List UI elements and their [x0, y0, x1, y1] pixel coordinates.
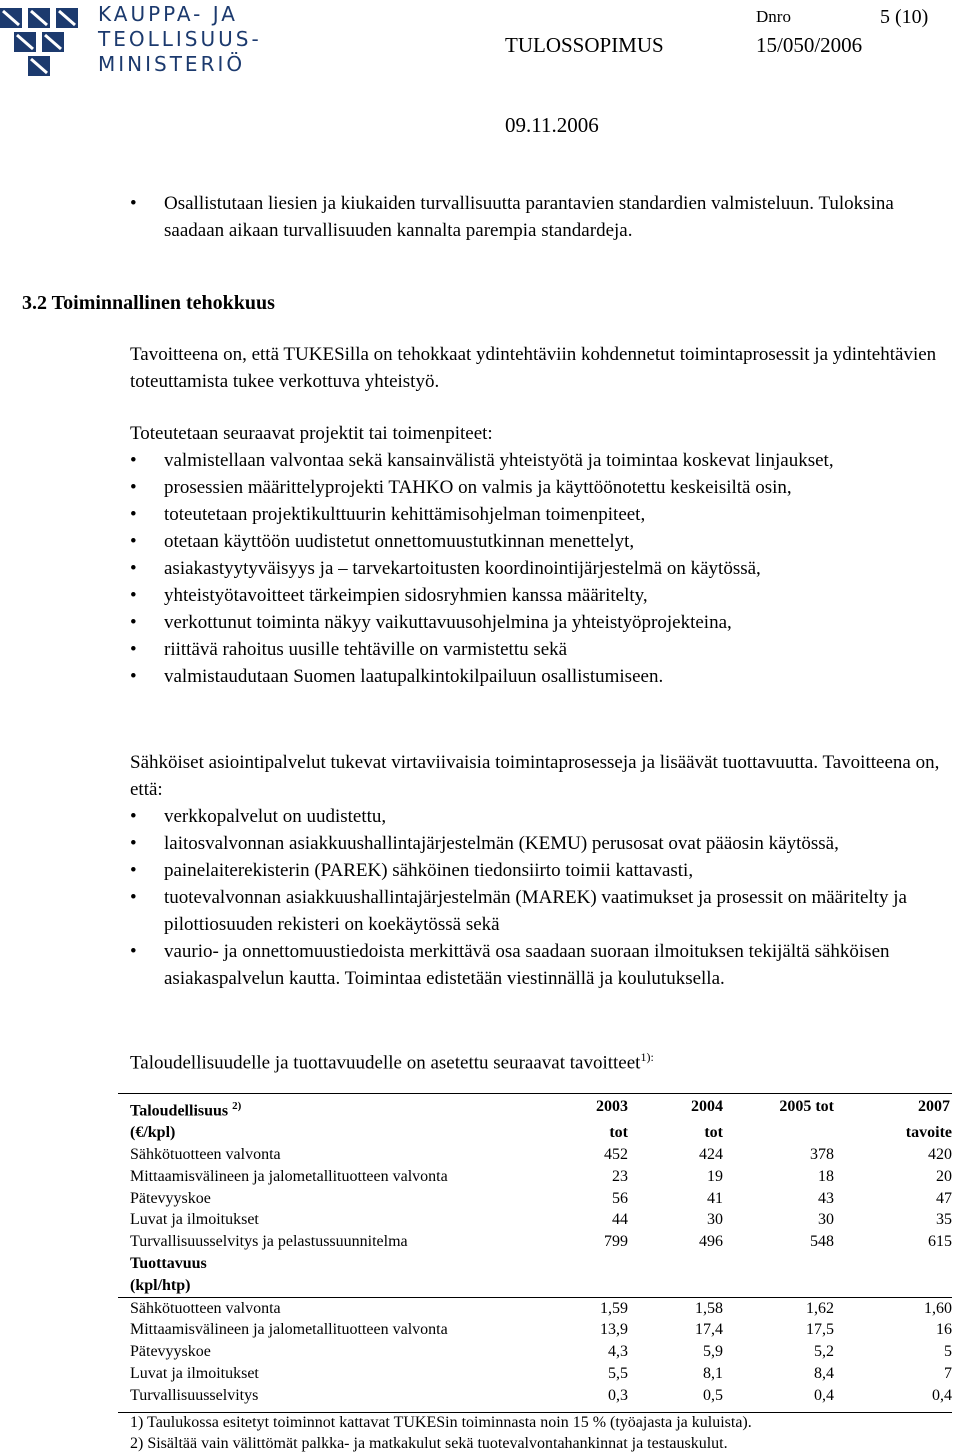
table-row: [118, 1363, 952, 1385]
table-section-header: [118, 1275, 952, 1297]
list-item: [130, 447, 950, 474]
table-cell: [118, 1094, 530, 1123]
table-row: [118, 1341, 952, 1363]
table-cell: 7: [944, 1364, 952, 1382]
column-subheader: [723, 1122, 834, 1144]
table-cell: Sähkötuotteen valvonta: [130, 1145, 281, 1163]
table-cell: 0,4: [723, 1385, 834, 1413]
table-cell: (kpl/htp): [118, 1275, 530, 1297]
table-cell: 56: [612, 1189, 628, 1207]
column-subheader: tot: [609, 1124, 628, 1142]
table-cell: 5,5: [608, 1364, 628, 1382]
list-item-text: yhteistyötavoitteet tärkeimpien sidosryhmien kanssa määritelty,: [164, 585, 648, 606]
list-item-text: otetaan käyttöön uudistetut onnettomuustutkinnan menettelyt,: [164, 531, 635, 552]
table-cell: 4,3: [608, 1343, 628, 1361]
table-cell: 424: [699, 1145, 723, 1163]
table-cell: 18: [818, 1167, 834, 1185]
table-cell: 0,4: [834, 1385, 952, 1413]
table-row: [118, 1144, 952, 1166]
table-cell: 30: [707, 1211, 723, 1229]
table-cell: 8,4: [814, 1364, 834, 1382]
table-cell: 23: [612, 1167, 628, 1185]
list-item-text: Osallistutaan liesien ja kiukaiden turvallisuutta parantavien standardien valmisteluun. Tuloksina saadaan aikaan turvallisuuden kannalta parempia standardeja.: [164, 193, 894, 241]
table-cell: Luvat ja ilmoitukset: [130, 1211, 259, 1229]
table-section-header: [118, 1253, 952, 1275]
table-cell: 17,5: [806, 1321, 834, 1339]
list-item-text: laitosvalvonnan asiakkuushallintajärjestelmän (KEMU) perusosat ovat pääosin käytössä,: [164, 833, 839, 854]
eservices-list: [130, 803, 952, 992]
document-number: 15/050/2006: [756, 33, 863, 57]
table-cell: Luvat ja ilmoitukset: [130, 1364, 259, 1382]
list-item-text: asiakastyytyväisyys ja – tarvekartoitusten koordinointijärjestelmä on käytössä,: [164, 558, 761, 579]
table-cell: 5: [944, 1343, 952, 1361]
table-cell: 615: [928, 1233, 952, 1251]
table-cell: Mittaamisvälineen ja jalometallituotteen valvonta: [130, 1167, 448, 1185]
footnote-2: 2) Sisältää vain välittömät palkka- ja matkakulut sekä tuotevalvontahankinnat ja testauskulut.: [130, 1435, 728, 1452]
footnote-ref: 1):: [640, 1050, 654, 1064]
table-cell: [723, 1253, 834, 1275]
table-cell: 378: [810, 1145, 834, 1163]
table-cell: 0,3: [530, 1385, 628, 1413]
dnro-label: Dnro: [756, 7, 791, 26]
list-item: [130, 609, 950, 636]
eservices-block: [130, 749, 952, 992]
table-cell: 0,5: [628, 1385, 723, 1413]
section-paragraph: Tavoitteena on, että TUKESilla on tehokkaat ydintehtäviin kohdennetut toimintaprosessit ja ydintehtävien toteuttamista tukee verkottuva yhteistyö.: [130, 344, 937, 392]
list-item-text: painelaiterekisterin (PAREK) sähköinen tiedonsiirto toimii kattavasti,: [164, 860, 694, 881]
document-date: 09.11.2006: [505, 113, 599, 137]
table-cell: 420: [928, 1145, 952, 1163]
targets-intro-text: Taloudellisuudelle ja tuottavuudelle on asetettu seuraavat tavoitteet: [130, 1052, 641, 1074]
page-number: 5 (10): [880, 6, 929, 28]
list-item: [130, 528, 950, 555]
table-cell: 47: [936, 1189, 952, 1207]
table-cell: 43: [818, 1189, 834, 1207]
table-row: [118, 1319, 952, 1341]
footnote-1: 1) Taulukossa esitetyt toiminnot kattavat TUKESin toiminnasta noin 15 % (työajasta ja kuluista).: [130, 1414, 752, 1431]
table-cell: 8,1: [703, 1364, 723, 1382]
list-item: [130, 474, 950, 501]
list-item-text: vaurio- ja onnettomuustiedoista merkittävä osa saadaan suoraan ilmoituksen tekijältä sähköisen asiakaspalvelun kautta. Toimintaa edistetään viestinnällä ja koulutuksella.: [164, 941, 890, 989]
table-row: [118, 1297, 952, 1319]
table-cell: Pätevyyskoe: [130, 1189, 211, 1207]
ministry-logo: [0, 0, 270, 82]
table-cell: Pätevyyskoe: [130, 1343, 211, 1361]
table-cell: 16: [936, 1321, 952, 1339]
table-cell: [628, 1253, 723, 1275]
list-item: [130, 857, 952, 884]
table-cell: 20: [936, 1167, 952, 1185]
table-cell: 548: [810, 1233, 834, 1251]
column-subheader: (€/kpl): [130, 1124, 176, 1142]
table-header-row: [118, 1122, 952, 1144]
table-cell: 5,9: [703, 1343, 723, 1361]
table-cell: 44: [612, 1211, 628, 1229]
column-header: 2004: [628, 1094, 723, 1123]
table-row: [118, 1188, 952, 1210]
footnote-ref: 2): [232, 1100, 242, 1112]
table-cell: 1,58: [695, 1299, 723, 1317]
table-cell: 1,62: [806, 1299, 834, 1317]
list-item-text: riittävä rahoitus uusille tehtäville on varmistettu sekä: [164, 639, 568, 660]
table-cell: [723, 1275, 834, 1297]
document-type: TULOSSOPIMUS: [505, 33, 664, 57]
table-cell: [834, 1275, 952, 1297]
list-item: [130, 501, 950, 528]
table-cell: 41: [707, 1189, 723, 1207]
list-item-text: verkottunut toiminta näkyy vaikuttavuusohjelmina ja yhteistyöprojekteina,: [164, 612, 732, 633]
column-subheader: tot: [704, 1124, 723, 1142]
table-cell: 1,59: [600, 1299, 628, 1317]
targets-intro: [130, 1044, 950, 1076]
logo-text: KAUPPA- JA TEOLLISUUS- MINISTERIÖ: [98, 2, 262, 76]
column-subheader: tavoite: [905, 1124, 952, 1142]
list-item: [130, 938, 952, 992]
table-cell: 5,2: [814, 1343, 834, 1361]
column-header: Taloudellisuus: [130, 1102, 229, 1120]
table-cell: 30: [818, 1211, 834, 1229]
table-cell: [628, 1275, 723, 1297]
list-item: [130, 582, 950, 609]
table-cell: 452: [604, 1145, 628, 1163]
table-cell: 1,60: [924, 1299, 952, 1317]
table-cell: Mittaamisvälineen ja jalometallituotteen valvonta: [130, 1321, 448, 1339]
list-item-text: valmistellaan valvontaa sekä kansainvälistä yhteistyötä ja toimintaa koskevat linjaukset,: [164, 450, 834, 471]
table-row: [118, 1209, 952, 1231]
list-item: [130, 830, 952, 857]
table-cell: Turvallisuusselvitys ja pelastussuunnitelma: [130, 1233, 408, 1251]
table-cell: [530, 1253, 628, 1275]
list-item-text: prosessien määrittelyprojekti TAHKO on valmis ja käyttöönotettu keskeisiltä osin,: [164, 477, 792, 498]
table-cell: 799: [604, 1233, 628, 1251]
table-cell: Turvallisuusselvitys: [118, 1385, 530, 1413]
list-item: [130, 884, 952, 938]
column-header: 2007: [834, 1094, 952, 1123]
eservices-lead: Sähköiset asiointipalvelut tukevat virtaviivaisia toimintaprosesseja ja lisäävät tuottavuutta. Tavoitteena on, että:: [130, 752, 940, 800]
table-header-row: [118, 1094, 952, 1123]
list-item-text: tuotevalvonnan asiakkuushallintajärjestelmän (MAREK) vaatimukset ja prosessit on määritelty ja pilottiosuuden rekisteri on koekäytössä sekä: [164, 887, 907, 935]
list-item-text: valmistaudutaan Suomen laatupalkintokilpailuun osallistumiseen.: [164, 666, 664, 687]
list-item: [130, 190, 940, 244]
section-heading: 3.2 Toiminnallinen tehokkuus: [22, 292, 275, 314]
logo-emblem-icon: [0, 8, 80, 78]
table-cell: [530, 1275, 628, 1297]
table-row: [118, 1166, 952, 1188]
table-cell: 19: [707, 1167, 723, 1185]
table-cell: Tuottavuus: [130, 1254, 207, 1272]
actions-lead: Toteutetaan seuraavat projektit tai toimenpiteet:: [130, 423, 493, 444]
intro-bullet-list: [130, 190, 940, 244]
list-item: [130, 803, 952, 830]
column-header: 2003: [530, 1094, 628, 1123]
table-cell: 13,9: [600, 1321, 628, 1339]
list-item: [130, 636, 950, 663]
table-row: [118, 1385, 952, 1413]
footnotes: [130, 1412, 958, 1454]
table-row: [118, 1231, 952, 1253]
table-cell: Sähkötuotteen valvonta: [130, 1299, 281, 1317]
list-item-text: verkkopalvelut on uudistettu,: [164, 806, 387, 827]
actions-block: [130, 420, 950, 690]
table-cell: [834, 1253, 952, 1275]
column-header: 2005 tot: [723, 1094, 834, 1123]
table-cell: 35: [936, 1211, 952, 1229]
table-cell: 496: [699, 1233, 723, 1251]
list-item-text: toteutetaan projektikulttuurin kehittämisohjelman toimenpiteet,: [164, 504, 646, 525]
list-item: [130, 555, 950, 582]
list-item: [130, 663, 950, 690]
table-cell: 17,4: [695, 1321, 723, 1339]
targets-table: [118, 1093, 952, 1413]
actions-list: [130, 447, 950, 690]
